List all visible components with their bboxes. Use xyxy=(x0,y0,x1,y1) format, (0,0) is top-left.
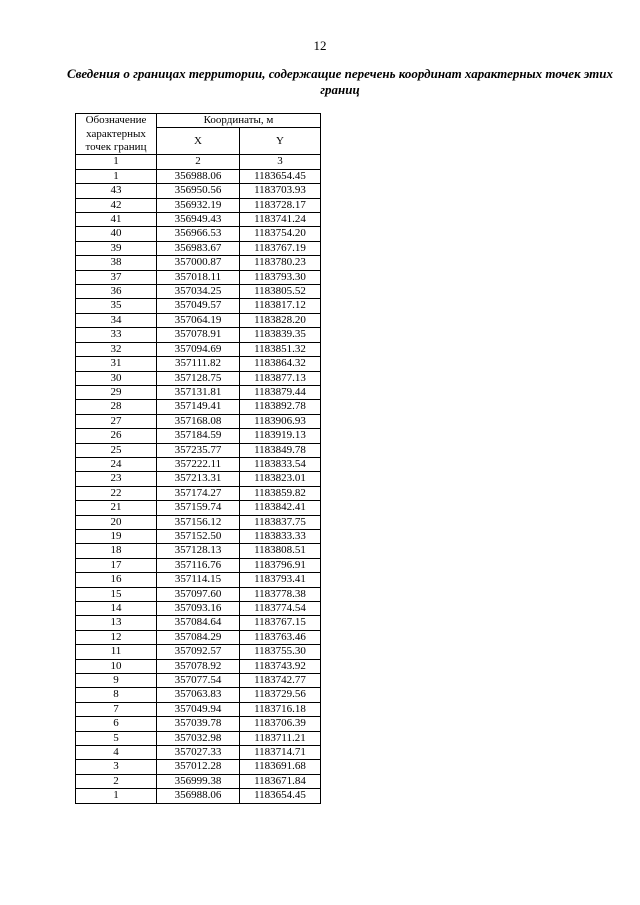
table-row xyxy=(76,486,321,500)
table-row xyxy=(76,198,321,212)
point-number-cell: 35 xyxy=(76,299,157,313)
header-x: X xyxy=(157,128,240,155)
point-number-cell: 6 xyxy=(76,717,157,731)
x-coordinate-cell: 357049.94 xyxy=(157,702,240,716)
table-row xyxy=(76,443,321,457)
header-y: Y xyxy=(240,128,321,155)
point-number-cell: 8 xyxy=(76,688,157,702)
y-coordinate-cell: 1183919.13 xyxy=(240,429,321,443)
x-coordinate-cell: 357222.11 xyxy=(157,457,240,471)
y-coordinate-cell: 1183691.68 xyxy=(240,760,321,774)
x-coordinate-cell: 357131.81 xyxy=(157,385,240,399)
y-coordinate-cell: 1183817.12 xyxy=(240,299,321,313)
x-coordinate-cell: 357063.83 xyxy=(157,688,240,702)
y-coordinate-cell: 1183711.21 xyxy=(240,731,321,745)
y-coordinate-cell: 1183796.91 xyxy=(240,558,321,572)
table-row xyxy=(76,544,321,558)
column-number: 1 xyxy=(76,155,157,169)
x-coordinate-cell: 357078.91 xyxy=(157,328,240,342)
y-coordinate-cell: 1183671.84 xyxy=(240,774,321,788)
y-coordinate-cell: 1183805.52 xyxy=(240,285,321,299)
x-coordinate-cell: 356983.67 xyxy=(157,241,240,255)
y-coordinate-cell: 1183754.20 xyxy=(240,227,321,241)
point-number-cell: 38 xyxy=(76,256,157,270)
table-row xyxy=(76,674,321,688)
column-number-row xyxy=(76,155,321,169)
y-coordinate-cell: 1183728.17 xyxy=(240,198,321,212)
x-coordinate-cell: 356949.43 xyxy=(157,213,240,227)
x-coordinate-cell: 356966.53 xyxy=(157,227,240,241)
y-coordinate-cell: 1183763.46 xyxy=(240,630,321,644)
x-coordinate-cell: 357152.50 xyxy=(157,529,240,543)
point-number-cell: 18 xyxy=(76,544,157,558)
table-row xyxy=(76,529,321,543)
point-number-cell: 7 xyxy=(76,702,157,716)
y-coordinate-cell: 1183851.32 xyxy=(240,342,321,356)
point-number-cell: 9 xyxy=(76,674,157,688)
y-coordinate-cell: 1183706.39 xyxy=(240,717,321,731)
y-coordinate-cell: 1183774.54 xyxy=(240,602,321,616)
document-title: Сведения о границах территории, содержащие перечень координат характерных точек этих границ xyxy=(67,66,613,97)
x-coordinate-cell: 357168.08 xyxy=(157,414,240,428)
table-row xyxy=(76,702,321,716)
x-coordinate-cell: 357093.16 xyxy=(157,602,240,616)
x-coordinate-cell: 357012.28 xyxy=(157,760,240,774)
y-coordinate-cell: 1183892.78 xyxy=(240,400,321,414)
y-coordinate-cell: 1183833.33 xyxy=(240,529,321,543)
point-number-cell: 23 xyxy=(76,472,157,486)
y-coordinate-cell: 1183755.30 xyxy=(240,645,321,659)
table-row xyxy=(76,256,321,270)
y-coordinate-cell: 1183906.93 xyxy=(240,414,321,428)
y-coordinate-cell: 1183849.78 xyxy=(240,443,321,457)
table-row xyxy=(76,400,321,414)
table-row xyxy=(76,270,321,284)
point-number-cell: 31 xyxy=(76,357,157,371)
column-number: 2 xyxy=(157,155,240,169)
table-row xyxy=(76,342,321,356)
y-coordinate-cell: 1183833.54 xyxy=(240,457,321,471)
table-row xyxy=(76,602,321,616)
x-coordinate-cell: 357018.11 xyxy=(157,270,240,284)
point-number-cell: 22 xyxy=(76,486,157,500)
table-row xyxy=(76,241,321,255)
point-number-cell: 33 xyxy=(76,328,157,342)
header-point-designation: Обозначение характерных точек границ xyxy=(76,114,157,155)
point-number-cell: 40 xyxy=(76,227,157,241)
table-row xyxy=(76,616,321,630)
x-coordinate-cell: 357116.76 xyxy=(157,558,240,572)
x-coordinate-cell: 357032.98 xyxy=(157,731,240,745)
table-row xyxy=(76,573,321,587)
point-number-cell: 25 xyxy=(76,443,157,457)
x-coordinate-cell: 356988.06 xyxy=(157,169,240,183)
y-coordinate-cell: 1183654.45 xyxy=(240,169,321,183)
point-number-cell: 20 xyxy=(76,515,157,529)
x-coordinate-cell: 357159.74 xyxy=(157,501,240,515)
page-number: 12 xyxy=(313,38,327,53)
table-row xyxy=(76,746,321,760)
x-coordinate-cell: 357027.33 xyxy=(157,746,240,760)
y-coordinate-cell: 1183877.13 xyxy=(240,371,321,385)
y-coordinate-cell: 1183743.92 xyxy=(240,659,321,673)
table-row xyxy=(76,357,321,371)
y-coordinate-cell: 1183742.77 xyxy=(240,674,321,688)
point-number-cell: 13 xyxy=(76,616,157,630)
y-coordinate-cell: 1183864.32 xyxy=(240,357,321,371)
y-coordinate-cell: 1183793.41 xyxy=(240,573,321,587)
x-coordinate-cell: 356932.19 xyxy=(157,198,240,212)
point-number-cell: 29 xyxy=(76,385,157,399)
point-number-cell: 1 xyxy=(76,169,157,183)
y-coordinate-cell: 1183741.24 xyxy=(240,213,321,227)
point-number-cell: 42 xyxy=(76,198,157,212)
table-row xyxy=(76,299,321,313)
table-row xyxy=(76,587,321,601)
table-row xyxy=(76,184,321,198)
table-row xyxy=(76,169,321,183)
y-coordinate-cell: 1183837.75 xyxy=(240,515,321,529)
point-number-cell: 15 xyxy=(76,587,157,601)
point-number-cell: 28 xyxy=(76,400,157,414)
table-row xyxy=(76,760,321,774)
point-number-cell: 26 xyxy=(76,429,157,443)
point-number-cell: 12 xyxy=(76,630,157,644)
x-coordinate-cell: 357156.12 xyxy=(157,515,240,529)
x-coordinate-cell: 357149.41 xyxy=(157,400,240,414)
point-number-cell: 5 xyxy=(76,731,157,745)
point-number-cell: 24 xyxy=(76,457,157,471)
table-row xyxy=(76,227,321,241)
point-number-cell: 36 xyxy=(76,285,157,299)
point-number-cell: 34 xyxy=(76,313,157,327)
x-coordinate-cell: 357092.57 xyxy=(157,645,240,659)
point-number-cell: 27 xyxy=(76,414,157,428)
point-number-cell: 41 xyxy=(76,213,157,227)
column-number: 3 xyxy=(240,155,321,169)
y-coordinate-cell: 1183654.45 xyxy=(240,789,321,803)
table-row xyxy=(76,630,321,644)
x-coordinate-cell: 357213.31 xyxy=(157,472,240,486)
y-coordinate-cell: 1183879.44 xyxy=(240,385,321,399)
x-coordinate-cell: 357084.64 xyxy=(157,616,240,630)
point-number-cell: 30 xyxy=(76,371,157,385)
y-coordinate-cell: 1183842.41 xyxy=(240,501,321,515)
y-coordinate-cell: 1183828.20 xyxy=(240,313,321,327)
table-row xyxy=(76,501,321,515)
point-number-cell: 32 xyxy=(76,342,157,356)
y-coordinate-cell: 1183780.23 xyxy=(240,256,321,270)
x-coordinate-cell: 357039.78 xyxy=(157,717,240,731)
y-coordinate-cell: 1183729.56 xyxy=(240,688,321,702)
x-coordinate-cell: 357034.25 xyxy=(157,285,240,299)
x-coordinate-cell: 357111.82 xyxy=(157,357,240,371)
table-row xyxy=(76,659,321,673)
x-coordinate-cell: 357114.15 xyxy=(157,573,240,587)
coordinates-table xyxy=(75,113,321,804)
y-coordinate-cell: 1183716.18 xyxy=(240,702,321,716)
y-coordinate-cell: 1183859.82 xyxy=(240,486,321,500)
table-row xyxy=(76,457,321,471)
table-row xyxy=(76,414,321,428)
y-coordinate-cell: 1183778.38 xyxy=(240,587,321,601)
point-number-cell: 4 xyxy=(76,746,157,760)
table-row xyxy=(76,645,321,659)
point-number-cell: 3 xyxy=(76,760,157,774)
x-coordinate-cell: 357077.54 xyxy=(157,674,240,688)
point-number-cell: 21 xyxy=(76,501,157,515)
table-row xyxy=(76,429,321,443)
point-number-cell: 19 xyxy=(76,529,157,543)
table-row xyxy=(76,515,321,529)
table-row xyxy=(76,688,321,702)
table-row xyxy=(76,558,321,572)
point-number-cell: 11 xyxy=(76,645,157,659)
y-coordinate-cell: 1183703.93 xyxy=(240,184,321,198)
table-row xyxy=(76,285,321,299)
point-number-cell: 39 xyxy=(76,241,157,255)
y-coordinate-cell: 1183767.19 xyxy=(240,241,321,255)
table-row xyxy=(76,717,321,731)
point-number-cell: 14 xyxy=(76,602,157,616)
table-row xyxy=(76,774,321,788)
table-row xyxy=(76,328,321,342)
point-number-cell: 37 xyxy=(76,270,157,284)
table-row xyxy=(76,472,321,486)
x-coordinate-cell: 357064.19 xyxy=(157,313,240,327)
y-coordinate-cell: 1183823.01 xyxy=(240,472,321,486)
x-coordinate-cell: 356950.56 xyxy=(157,184,240,198)
x-coordinate-cell: 356999.38 xyxy=(157,774,240,788)
table-row xyxy=(76,313,321,327)
x-coordinate-cell: 357174.27 xyxy=(157,486,240,500)
y-coordinate-cell: 1183808.51 xyxy=(240,544,321,558)
point-number-cell: 17 xyxy=(76,558,157,572)
table-row xyxy=(76,385,321,399)
point-number-cell: 16 xyxy=(76,573,157,587)
table-row xyxy=(76,371,321,385)
table-row xyxy=(76,789,321,803)
x-coordinate-cell: 357184.59 xyxy=(157,429,240,443)
table-row xyxy=(76,213,321,227)
x-coordinate-cell: 357000.87 xyxy=(157,256,240,270)
y-coordinate-cell: 1183767.15 xyxy=(240,616,321,630)
x-coordinate-cell: 357235.77 xyxy=(157,443,240,457)
x-coordinate-cell: 357084.29 xyxy=(157,630,240,644)
x-coordinate-cell: 357097.60 xyxy=(157,587,240,601)
y-coordinate-cell: 1183839.35 xyxy=(240,328,321,342)
x-coordinate-cell: 357128.13 xyxy=(157,544,240,558)
x-coordinate-cell: 357078.92 xyxy=(157,659,240,673)
header-coordinates: Координаты, м xyxy=(157,114,321,128)
x-coordinate-cell: 357128.75 xyxy=(157,371,240,385)
x-coordinate-cell: 356988.06 xyxy=(157,789,240,803)
y-coordinate-cell: 1183714.71 xyxy=(240,746,321,760)
point-number-cell: 1 xyxy=(76,789,157,803)
x-coordinate-cell: 357094.69 xyxy=(157,342,240,356)
y-coordinate-cell: 1183793.30 xyxy=(240,270,321,284)
point-number-cell: 2 xyxy=(76,774,157,788)
point-number-cell: 10 xyxy=(76,659,157,673)
table-row xyxy=(76,731,321,745)
x-coordinate-cell: 357049.57 xyxy=(157,299,240,313)
point-number-cell: 43 xyxy=(76,184,157,198)
